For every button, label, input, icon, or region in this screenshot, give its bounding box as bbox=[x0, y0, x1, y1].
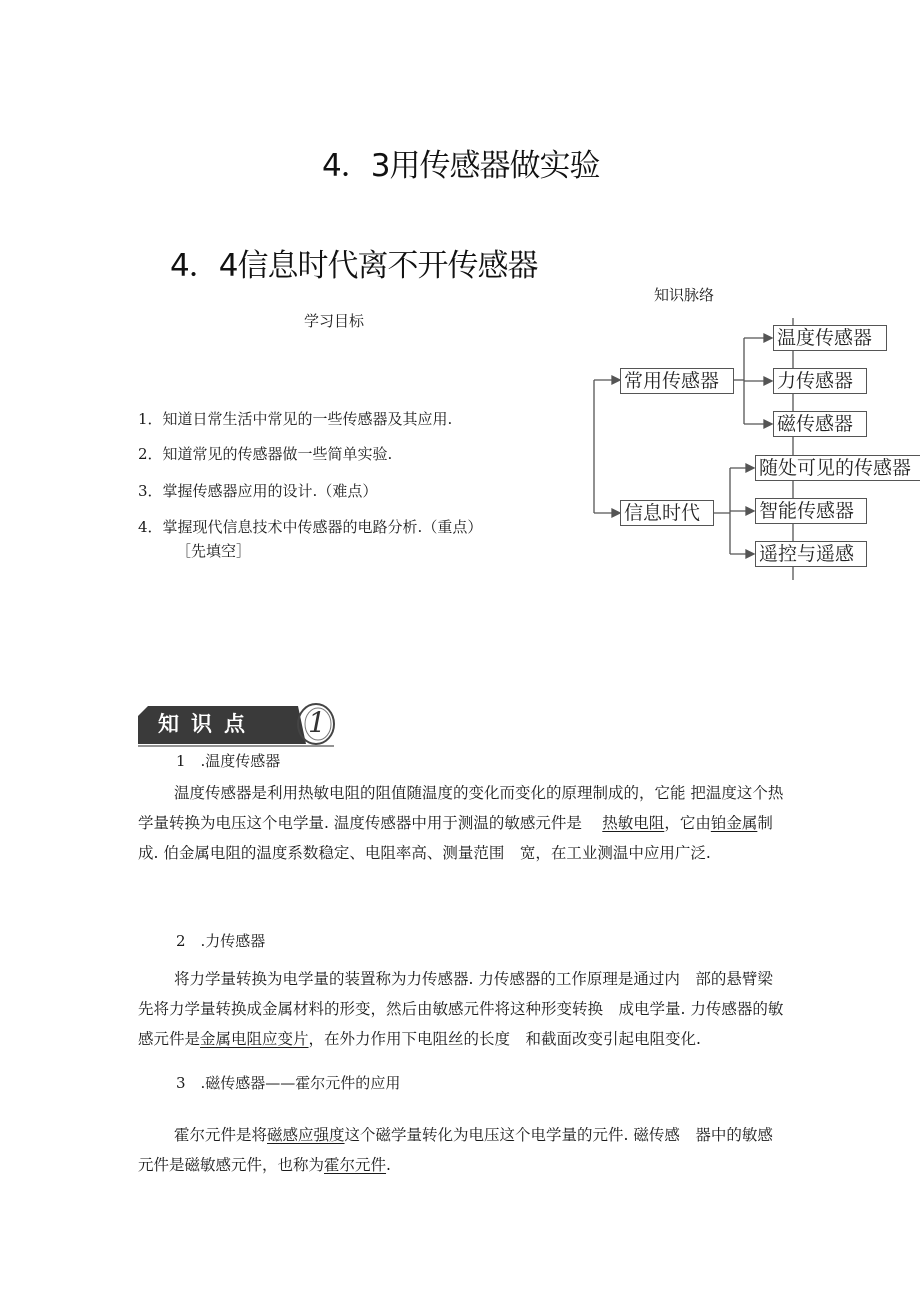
paragraph-temperature bbox=[138, 778, 788, 868]
text-span: ，在外力作用下电阻丝的长度 和截面改变引起电阻变化. bbox=[308, 1030, 701, 1048]
objective-item bbox=[138, 408, 452, 429]
badge-label: 知识点 bbox=[158, 712, 257, 736]
text-span: 制成. 伯金属电阻的温度系数稳定、电阻率高、测量范围 宽，在工业测温中应用广泛. bbox=[138, 814, 773, 862]
badge-number: 1 bbox=[308, 706, 326, 739]
diagram-node-magnetic-sensor: 磁传感器 bbox=[773, 411, 867, 437]
objective-text: ．掌握现代信息技术中传感器的电路分析.（重点） bbox=[147, 518, 483, 536]
text-span: 这个磁学量转化为电压这个电学量的元件. 磁传感 器中的敏感元件是磁敏感元件，也称为 bbox=[138, 1126, 773, 1174]
knowledge-map-heading: 知识脉络 bbox=[654, 286, 715, 304]
text-span: 霍尔元件是将 bbox=[174, 1126, 268, 1144]
section-heading-magnetic: 3 .磁传感器——霍尔元件的应用 bbox=[176, 1074, 401, 1092]
objective-item bbox=[138, 516, 482, 537]
objectives-heading: 学习目标 bbox=[304, 312, 365, 330]
diagram-node-common-sensors: 常用传感器 bbox=[620, 368, 734, 394]
chapter-title-2: 4．4信息时代离不开传感器 bbox=[170, 248, 538, 284]
section-heading-temperature: 1 .温度传感器 bbox=[176, 752, 281, 770]
text-span: ，它由 bbox=[664, 814, 711, 832]
pre-fill-label: ［先填空］ bbox=[176, 542, 252, 560]
objective-number: 4 bbox=[138, 518, 148, 536]
text-span: 温度传感器是利用热敏电阻的阻值随温度的变化而变化的原理制成的，它能 把温度这个热学量转换为电压这个电学量. 温度传感器中用于测温的敏感元件是 bbox=[138, 784, 784, 832]
blank-answer: 霍尔元件 bbox=[324, 1156, 387, 1174]
blank-answer: 金属电阻应变片 bbox=[200, 1030, 309, 1048]
blank-answer: 铂金属 bbox=[710, 814, 758, 832]
paragraph-force bbox=[138, 964, 788, 1054]
objective-text: ．知道常见的传感器做一些简单实验. bbox=[147, 445, 393, 463]
objective-item bbox=[138, 480, 377, 501]
objective-item bbox=[138, 443, 392, 464]
section-heading-force: 2 .力传感器 bbox=[176, 932, 266, 950]
knowledge-point-badge bbox=[138, 700, 338, 748]
diagram-node-information-age: 信息时代 bbox=[620, 500, 714, 526]
blank-answer: 热敏电阻 bbox=[602, 814, 665, 832]
diagram-node-remote-sensing: 遥控与遥感 bbox=[755, 541, 867, 567]
diagram-node-ubiquitous-sensor: 随处可见的传感器 bbox=[755, 455, 920, 481]
text-span: . bbox=[386, 1156, 391, 1174]
knowledge-map-connectors bbox=[580, 318, 920, 580]
objective-number: 3 bbox=[138, 482, 148, 500]
diagram-node-temperature-sensor: 温度传感器 bbox=[773, 325, 887, 351]
objective-text: ．掌握传感器应用的设计.（难点） bbox=[147, 482, 378, 500]
chapter-title-1: 4．3用传感器做实验 bbox=[322, 148, 600, 184]
objective-text: ．知道日常生活中常见的一些传感器及其应用. bbox=[147, 410, 453, 428]
objective-number: 1 bbox=[138, 410, 148, 428]
blank-answer: 磁感应强度 bbox=[267, 1126, 345, 1144]
text-span: 将力学量转换为电学量的装置称为力传感器. 力传感器的工作原理是通过内 部的悬臂梁先将力学量转换成金属材料的形变，然后由敏感元件将这种形变转换 成电学量. 力传感器的敏感元件是 bbox=[138, 970, 784, 1048]
diagram-node-smart-sensor: 智能传感器 bbox=[755, 498, 867, 524]
paragraph-magnetic bbox=[138, 1120, 788, 1180]
diagram-node-force-sensor: 力传感器 bbox=[773, 368, 867, 394]
objective-number: 2 bbox=[138, 445, 148, 463]
